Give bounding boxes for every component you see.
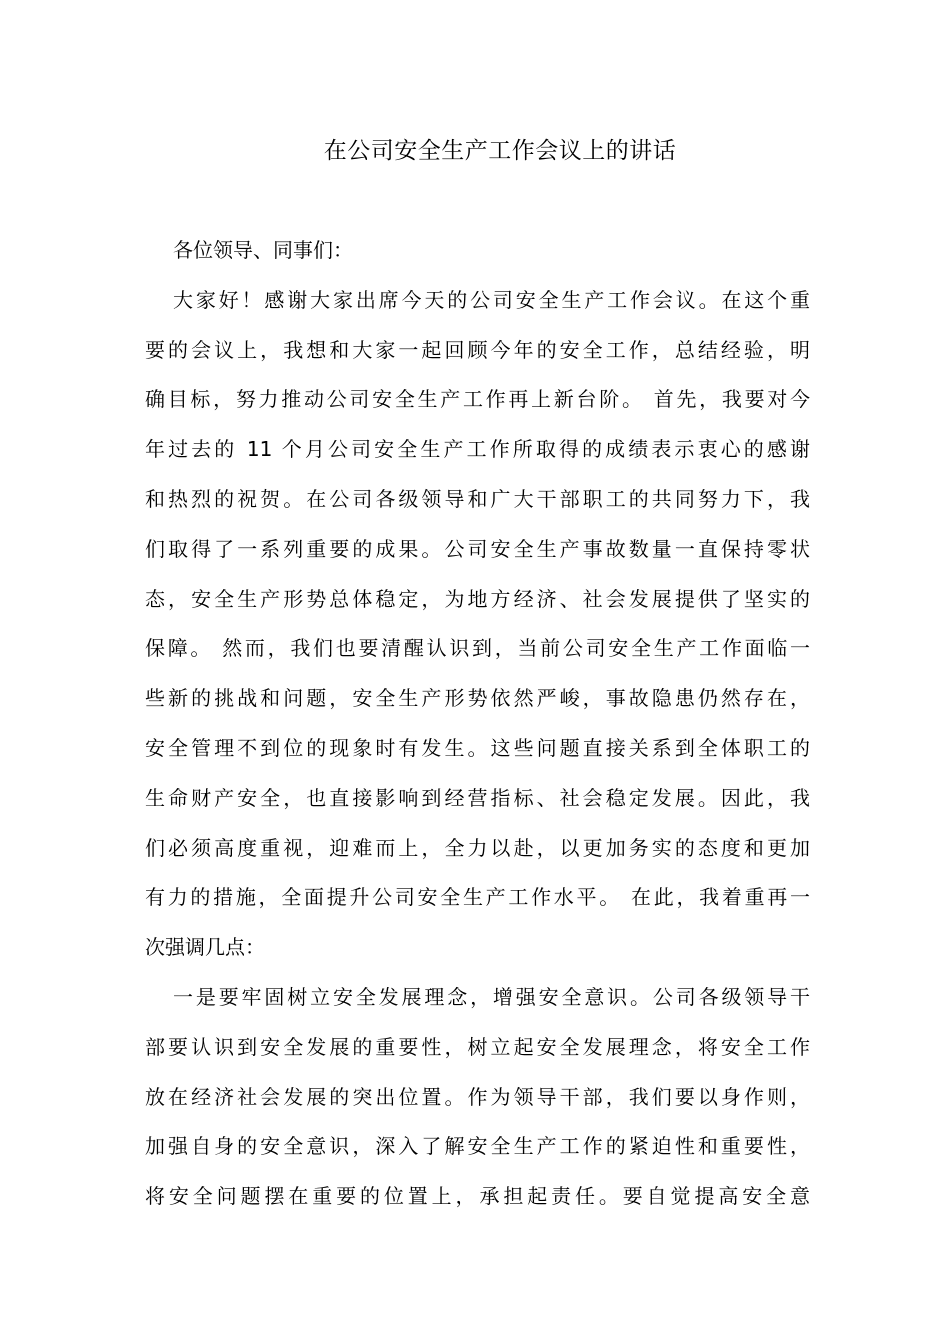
text-line: 一是要牢固树立安全发展理念，增强安全意识。公司各级领导干 xyxy=(173,984,810,1009)
text-line: 大家好！感谢大家出席今天的公司安全生产工作会议。在这个重 xyxy=(173,287,810,312)
text-line: 安全管理不到位的现象时有发生。这些问题直接关系到全体职工的 xyxy=(145,735,810,760)
text-line: 和热烈的祝贺。在公司各级领导和广大干部职工的共同努力下，我 xyxy=(145,486,810,511)
text-line: 部要认识到安全发展的重要性，树立起安全发展理念，将安全工作 xyxy=(145,1034,810,1059)
document-body xyxy=(145,226,810,1222)
text-line: 要的会议上，我想和大家一起回顾今年的安全工作，总结经验，明 xyxy=(145,337,810,362)
text-line: 态，安全生产形势总体稳定，为地方经济、社会发展提供了坚实的 xyxy=(145,586,810,611)
text-line: 有力的措施，全面提升公司安全生产工作水平。 在此，我着重再一 xyxy=(145,885,810,910)
text-line: 们取得了一系列重要的成果。公司安全生产事故数量一直保持零状 xyxy=(145,536,810,561)
text-line: 次强调几点： xyxy=(145,935,265,960)
text-line: 们必须高度重视，迎难而上，全力以赴，以更加务实的态度和更加 xyxy=(145,835,810,860)
text-line: 放在经济社会发展的突出位置。作为领导干部，我们要以身作则， xyxy=(145,1084,810,1109)
text-line: 确目标，努力推动公司安全生产工作再上新台阶。 首先，我要对今 xyxy=(145,387,810,412)
document-title: 在公司安全生产工作会议上的讲话 xyxy=(323,138,677,164)
text-line: 加强自身的安全意识，深入了解安全生产工作的紧迫性和重要性， xyxy=(145,1134,810,1159)
text-line: 各位领导、同事们： xyxy=(173,238,353,262)
text-line: 将安全问题摆在重要的位置上，承担起责任。要自觉提高安全意 xyxy=(145,1184,810,1209)
text-line: 保障。 然而，我们也要清醒认识到，当前公司安全生产工作面临一 xyxy=(145,636,810,661)
text-line: 些新的挑战和问题，安全生产形势依然严峻，事故隐患仍然存在， xyxy=(145,686,810,711)
text-line: 生命财产安全，也直接影响到经营指标、社会稳定发展。因此，我 xyxy=(145,785,810,810)
text-line: 年过去的 11 个月公司安全生产工作所取得的成绩表示衷心的感谢 xyxy=(145,437,810,462)
